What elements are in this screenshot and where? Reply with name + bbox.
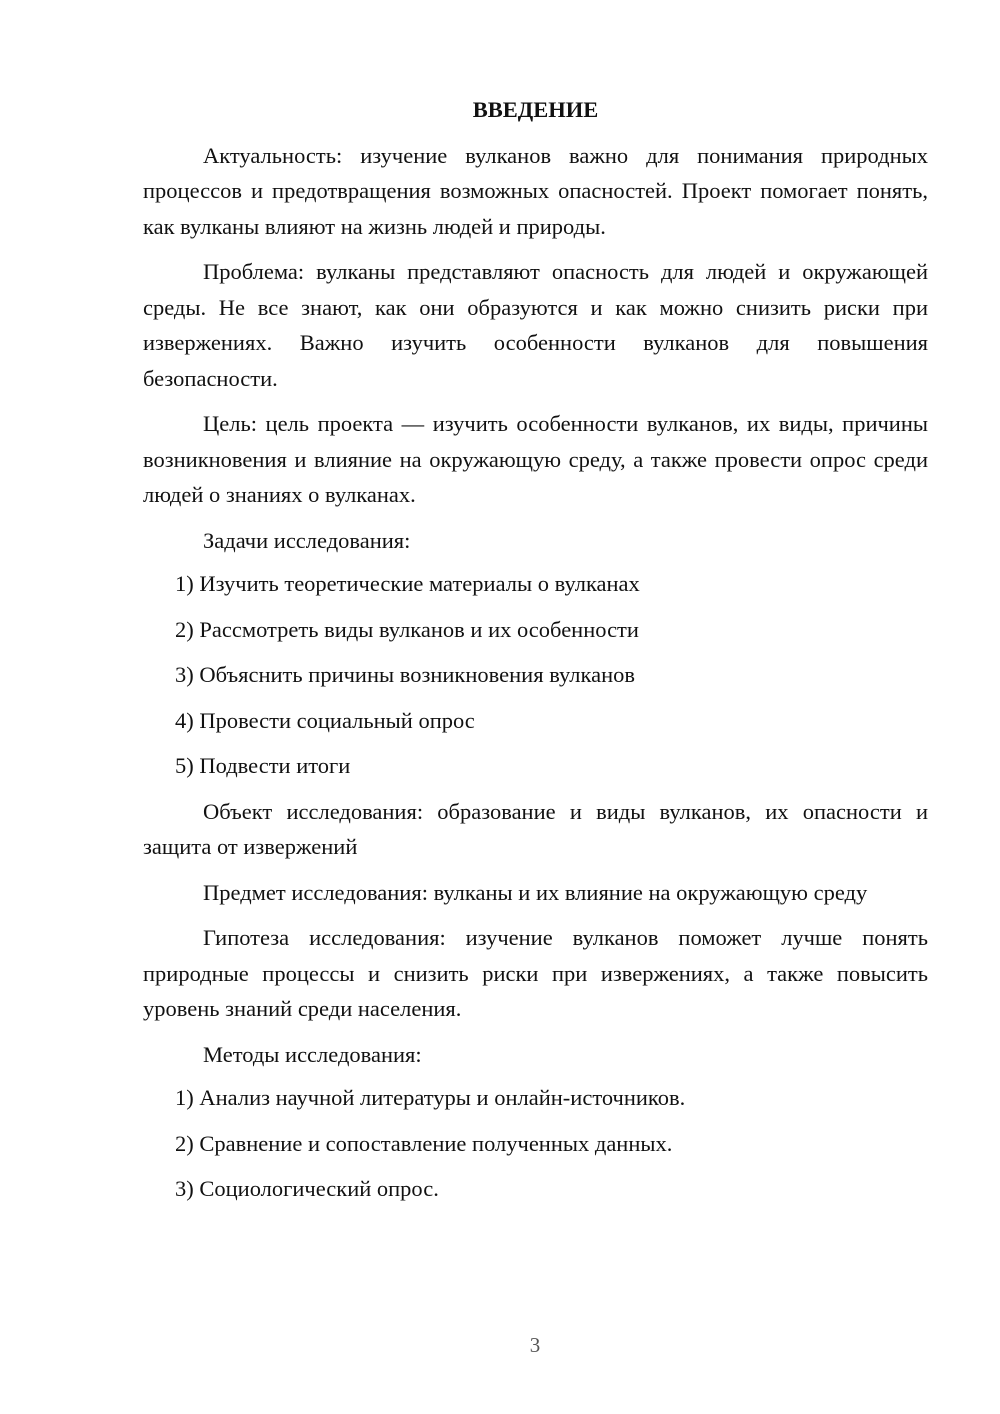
paragraph-object: Объект исследования: образование и виды вулканов, их опасности и защита от извержений (143, 798, 928, 859)
paragraph-subject: Предмет исследования: вулканы и их влияние на окружающую среду (203, 879, 868, 905)
list-item: 2) Сравнение и сопоставление полученных данных. (175, 1130, 673, 1156)
section-heading: ВВЕДЕНИЕ (472, 97, 599, 122)
list-item: 4) Провести социальный опрос (175, 707, 475, 733)
tasks-list (143, 566, 928, 784)
methods-label: Методы исследования: (203, 1041, 422, 1067)
list-item: 1) Изучить теоретические материалы о вулканах (175, 571, 640, 596)
paragraph-relevance: Актуальность: изучение вулканов важно для понимания природных процессов и предотвращения возможных опасностей. Проект помогает понять, как вулканы влияют на жизнь людей и природы. (143, 142, 928, 239)
list-item: 3) Социологический опрос. (175, 1176, 439, 1201)
page-content (143, 92, 928, 1217)
list-item: 2) Рассмотреть виды вулканов и их особенности (175, 616, 639, 642)
methods-list (143, 1080, 928, 1207)
list-item: 3) Объяснить причины возникновения вулканов (175, 662, 636, 687)
paragraph-goal: Цель: цель проекта — изучить особенности вулканов, их виды, причины возникновения и влияние на окружающую среду, а также провести опрос среди людей о знаниях о вулканах. (143, 411, 928, 507)
paragraph-hypothesis: Гипотеза исследования: изучение вулканов поможет лучше понять природные процессы и снизить риски при извержениях, а также повысить уровень знаний среди населения. (143, 925, 928, 1021)
list-item: 5) Подвести итоги (175, 753, 351, 778)
page-number: 3 (529, 1333, 541, 1357)
list-item: 1) Анализ научной литературы и онлайн-источников. (175, 1085, 686, 1110)
tasks-label: Задачи исследования: (203, 527, 411, 553)
paragraph-problem: Проблема: вулканы представляют опасность для людей и окружающей среды. Не все знают, как они образуются и как можно снизить риски при извержениях. Важно изучить особенности вулканов для повышения безопасности. (143, 259, 928, 391)
